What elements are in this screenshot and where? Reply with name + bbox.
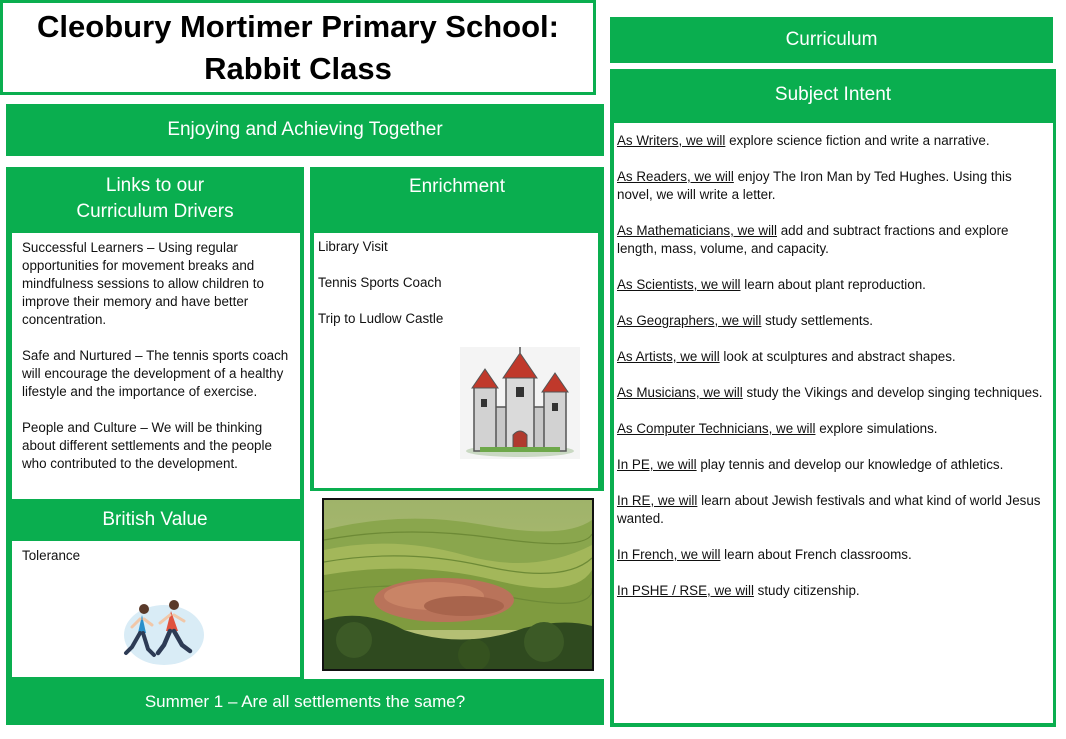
village-photo bbox=[324, 500, 592, 669]
curriculum-heading: Curriculum bbox=[785, 29, 878, 50]
runners-illustration bbox=[108, 595, 208, 671]
british-value-heading-text: British Value bbox=[102, 509, 208, 530]
enrichment-heading-text: Enrichment bbox=[408, 176, 506, 197]
subject-lead: In PSHE / RSE, we will bbox=[617, 583, 754, 598]
subject-text: study settlements. bbox=[761, 313, 874, 328]
british-value-heading bbox=[6, 501, 304, 539]
topic-banner bbox=[6, 679, 604, 725]
subject-text: learn about Jewish festivals and what kind of world Jesus wanted. bbox=[617, 493, 1041, 526]
driver-successful-learners: Successful Learners – Using regular opportunities for movement breaks and mindfulness sessions to allow children to improve their memory and have better concentration. bbox=[22, 240, 264, 327]
subject-scientists bbox=[617, 276, 1049, 294]
subject-lead: In PE, we will bbox=[617, 457, 697, 472]
enrichment-item: Trip to Ludlow Castle bbox=[318, 311, 444, 326]
driver-safe-nurtured: Safe and Nurtured – The tennis sports coach will encourage the development of a healthy lifestyle and the importance of exercise. bbox=[22, 348, 289, 399]
subject-text: learn about French classrooms. bbox=[720, 547, 912, 562]
subject-lead: As Geographers, we will bbox=[617, 313, 762, 328]
subject-writers bbox=[617, 132, 1049, 150]
subject-text: explore science fiction and write a narrative. bbox=[725, 133, 990, 148]
enrichment-item: Library Visit bbox=[318, 239, 388, 254]
title-line-2: Rabbit Class bbox=[204, 50, 392, 86]
subject-text: study the Vikings and develop singing techniques. bbox=[742, 385, 1043, 400]
curriculum-banner bbox=[610, 17, 1053, 63]
subject-lead: In RE, we will bbox=[617, 493, 698, 508]
british-value-text: Tolerance bbox=[22, 548, 81, 563]
motto-text: Enjoying and Achieving Together bbox=[167, 119, 443, 140]
subject-artists bbox=[617, 348, 1049, 366]
subject-text: study citizenship. bbox=[753, 583, 860, 598]
subject-text: learn about plant reproduction. bbox=[740, 277, 926, 292]
title-line-1: Cleobury Mortimer Primary School: bbox=[37, 8, 559, 44]
enrichment-panel bbox=[310, 167, 604, 491]
subject-lead: As Computer Technicians, we will bbox=[617, 421, 816, 436]
enrichment-item: Tennis Sports Coach bbox=[318, 275, 442, 290]
subject-lead: As Artists, we will bbox=[617, 349, 720, 364]
subject-intent-panel bbox=[610, 69, 1056, 727]
british-value-panel bbox=[6, 501, 304, 679]
school-title bbox=[37, 6, 559, 90]
drivers-heading-line-2: Curriculum Drivers bbox=[76, 201, 234, 222]
subject-computing bbox=[617, 420, 1049, 438]
school-title-box bbox=[0, 0, 596, 95]
subject-text: enjoy The Iron Man by Ted Hughes. Using this novel, we will write a letter. bbox=[617, 169, 1012, 202]
drivers-heading-line-1: Links to our bbox=[105, 175, 205, 196]
motto-banner bbox=[6, 104, 604, 156]
castle-illustration bbox=[460, 347, 580, 459]
subject-text: look at sculptures and abstract shapes. bbox=[719, 349, 956, 364]
subject-lead: As Scientists, we will bbox=[617, 277, 741, 292]
subject-mathematicians bbox=[617, 222, 1049, 258]
british-value-body bbox=[12, 541, 300, 677]
subject-musicians bbox=[617, 384, 1049, 402]
village-photo-frame bbox=[322, 498, 594, 671]
subject-lead: As Musicians, we will bbox=[617, 385, 743, 400]
subject-geographers bbox=[617, 312, 1049, 330]
driver-people-culture: People and Culture – We will be thinking about different settlements and the people who contributed to the development. bbox=[22, 420, 272, 471]
subject-lead: As Writers, we will bbox=[617, 133, 726, 148]
drivers-body bbox=[12, 233, 300, 499]
subject-text: explore simulations. bbox=[815, 421, 938, 436]
topic-text: Summer 1 – Are all settlements the same? bbox=[144, 692, 466, 711]
subject-text: add and subtract fractions and explore length, mass, volume, and capacity. bbox=[617, 223, 1009, 256]
subject-re bbox=[617, 492, 1049, 528]
subject-intent-heading bbox=[610, 69, 1056, 121]
subject-lead: As Readers, we will bbox=[617, 169, 734, 184]
subject-pshe bbox=[617, 582, 1049, 600]
subject-intent-body bbox=[614, 123, 1053, 723]
subject-readers bbox=[617, 168, 1049, 204]
enrichment-body bbox=[314, 233, 598, 488]
subject-pe bbox=[617, 456, 1049, 474]
subject-french bbox=[617, 546, 1049, 564]
drivers-heading bbox=[6, 167, 304, 231]
subject-lead: As Mathematicians, we will bbox=[617, 223, 777, 238]
enrichment-heading bbox=[310, 167, 604, 207]
drivers-panel bbox=[6, 167, 304, 501]
subject-text: play tennis and develop our knowledge of athletics. bbox=[696, 457, 1004, 472]
subject-intent-heading-text: Subject Intent bbox=[774, 84, 892, 105]
subject-lead: In French, we will bbox=[617, 547, 721, 562]
